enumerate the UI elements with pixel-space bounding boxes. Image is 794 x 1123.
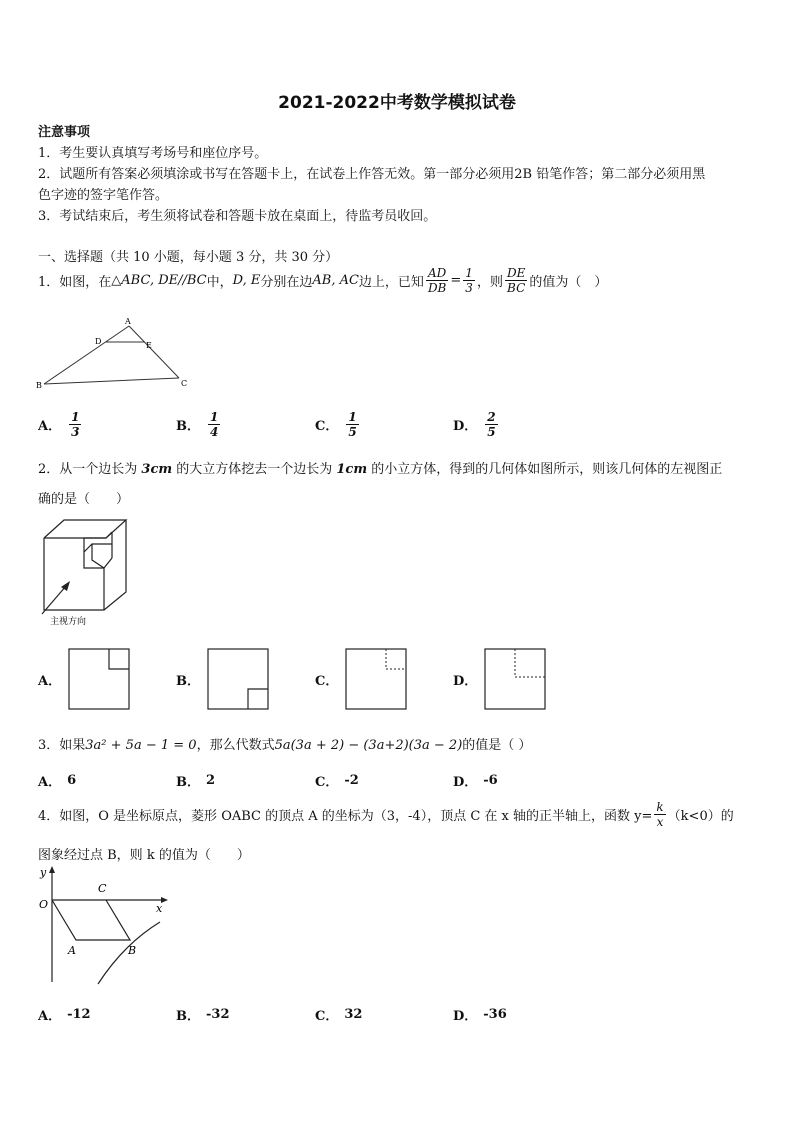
- q1-triangle-figure: [36, 316, 196, 392]
- q2-text-1: 2．从一个边长为: [38, 462, 142, 477]
- q2-option-b-view: [206, 648, 270, 710]
- label-o: O: [39, 898, 49, 911]
- q1-text-6: 的值为（ ）: [529, 275, 608, 290]
- q1-text-3: 分别在边: [260, 275, 313, 290]
- q3-text-3: 的值是（ ）: [462, 738, 532, 753]
- label-c: C: [98, 882, 107, 895]
- label-a: A: [125, 317, 131, 326]
- q2-option-b[interactable]: B．: [176, 648, 270, 710]
- label-x: x: [156, 902, 163, 915]
- question-3: [38, 734, 531, 753]
- q1-text-1: 1．如图，在: [38, 275, 112, 290]
- note-item-2-cont: 色字迹的签字笔作答。: [38, 188, 169, 203]
- question-2: [38, 458, 722, 477]
- q4-option-a[interactable]: A． -12: [38, 1007, 91, 1024]
- rhombus-oabc: [52, 900, 130, 940]
- q1-text-2: 中，: [206, 275, 233, 290]
- label-y: y: [40, 866, 47, 879]
- note-item-2: 2．试题所有答案必须填涂或书写在答题卡上，在试卷上作答无效。第一部分必须用2B 铅笔作答；第二部分必须用黑: [38, 167, 706, 182]
- label-c: C: [181, 379, 188, 388]
- q2-cube-figure: [36, 516, 136, 628]
- q2-option-d-view: [483, 648, 547, 710]
- q3-text-1: 3．如果: [38, 738, 86, 753]
- triangle-side-ab: [44, 326, 129, 384]
- q1-fraction-ad-db: $\frac{AD}{DB}$: [427, 266, 447, 295]
- view-direction-caption: 主视方向: [50, 617, 87, 627]
- q1-math-3: AB, AC: [312, 273, 359, 288]
- question-1: [38, 266, 607, 295]
- q3-option-b[interactable]: B． 2: [176, 773, 216, 790]
- q1-option-a[interactable]: A． $\frac{1}{3}$: [38, 410, 80, 439]
- q1-option-d-fraction: $\frac{2}{5}$: [487, 410, 496, 439]
- q4-fraction-k-x: $\frac{k}{x}$: [656, 800, 664, 829]
- q4-option-d[interactable]: D． -36: [453, 1007, 507, 1024]
- label-e: E: [146, 341, 152, 350]
- q1-option-b[interactable]: B． $\frac{1}{4}$: [176, 410, 219, 439]
- q2-text-3: 的小立方体，得到的几何体如图所示，则该几何体的左视图正: [367, 462, 723, 477]
- q3-math-2: 5a(3a + 2) − (3a+2)(3a − 2): [274, 738, 463, 753]
- note-item-3: 3．考试结束后，考生须将试卷和答题卡放在桌面上，待监考员收回。: [38, 209, 437, 224]
- label-b: B: [128, 944, 137, 957]
- question-4-cont: 图象经过点 B，则 k 的值为（ ）: [38, 848, 250, 863]
- section-heading: 一、选择题（共 10 小题，每小题 3 分，共 30 分）: [38, 250, 339, 265]
- note-item-1: 1．考生要认真填写考场号和座位序号。: [38, 146, 268, 161]
- q4-option-b[interactable]: B． -32: [176, 1007, 230, 1024]
- q1-option-d[interactable]: D． $\frac{2}{5}$: [453, 410, 496, 439]
- q2-option-a[interactable]: A．: [38, 648, 131, 710]
- q1-option-c-fraction: $\frac{1}{5}$: [348, 410, 357, 439]
- triangle-side-ac: [129, 326, 179, 378]
- q1-option-c[interactable]: C． $\frac{1}{5}$: [315, 410, 357, 439]
- q3-option-d[interactable]: D． -6: [453, 773, 498, 790]
- label-d: D: [95, 337, 102, 346]
- q4-text-1: 4．如图，O 是坐标原点，菱形 OABC 的顶点 A 的坐标为（3，-4），顶点 C 在 x 轴的正半轴上，函数 y=: [38, 809, 653, 824]
- label-a: A: [68, 944, 76, 957]
- q1-option-a-fraction: $\frac{1}{3}$: [71, 410, 80, 439]
- q3-math-1: 3a² + 5a − 1 = 0: [85, 738, 197, 753]
- q2-math-1: 3cm: [141, 462, 173, 477]
- question-2-cont: 确的是（ ）: [38, 492, 130, 507]
- q2-option-a-view: [67, 648, 131, 710]
- q4-coordinate-figure: [36, 864, 172, 988]
- q4-text-2: （k<0）的: [667, 809, 734, 824]
- question-4: [38, 800, 734, 829]
- q1-equals: =: [450, 273, 462, 288]
- q2-option-d[interactable]: D．: [453, 648, 547, 710]
- triangle-side-bc: [44, 378, 179, 384]
- q2-option-c[interactable]: C．: [315, 648, 408, 710]
- q1-text-4: 边上，已知: [358, 275, 424, 290]
- q3-text-2: ，那么代数式: [196, 738, 275, 753]
- q1-math-1: △ABC, DE//BC: [111, 273, 207, 288]
- label-b: B: [36, 381, 42, 390]
- q1-text-5: ，则: [476, 275, 503, 290]
- q3-option-a[interactable]: A． 6: [38, 773, 77, 790]
- q1-option-b-fraction: $\frac{1}{4}$: [210, 410, 219, 439]
- page-title: 2021-2022中考数学模拟试卷: [278, 93, 516, 113]
- q1-fraction-de-bc: $\frac{DE}{BC}$: [506, 266, 526, 295]
- q2-math-2: 1cm: [336, 462, 368, 477]
- q1-fraction-one-third: $\frac{1}{3}$: [465, 266, 473, 295]
- q4-option-c[interactable]: C． 32: [315, 1007, 363, 1024]
- q1-math-2: D, E: [232, 273, 261, 288]
- q3-option-c[interactable]: C． -2: [315, 773, 359, 790]
- notes-heading: 注意事项: [38, 125, 91, 140]
- q2-option-c-view: [344, 648, 408, 710]
- q2-text-2: 的大立方体挖去一个边长为: [172, 462, 337, 477]
